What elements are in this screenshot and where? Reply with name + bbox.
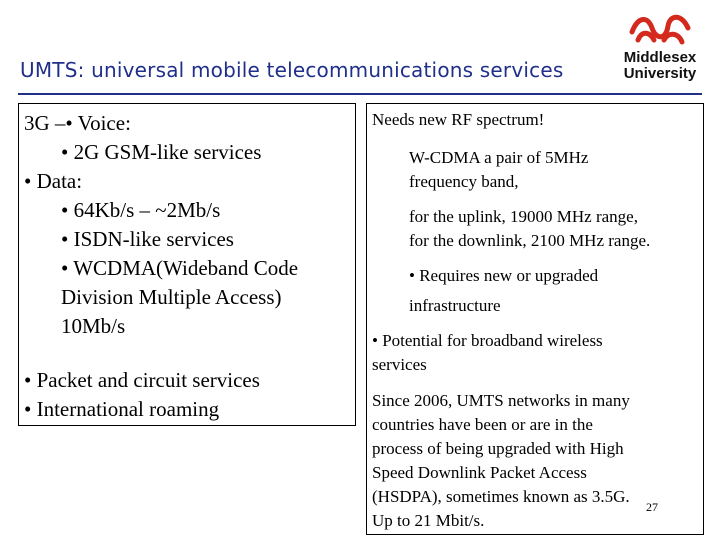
text-line: for the downlink, 2100 MHz range. <box>409 231 651 250</box>
text-line: 10Mb/s <box>61 314 126 338</box>
text-line: • Data: <box>24 169 83 193</box>
text-line: Division Multiple Access) <box>61 285 282 309</box>
text-line: countries have been or are in the <box>372 415 593 434</box>
text-line: services <box>372 355 427 374</box>
logo-line-2: University <box>623 65 697 82</box>
text-line: • WCDMA(Wideband Code <box>61 256 299 280</box>
text-line: • ISDN-like services <box>61 227 234 251</box>
text-line: W-CDMA a pair of 5MHz <box>409 148 589 167</box>
text-line: infrastructure <box>409 296 501 315</box>
text-line: • 2G GSM-like services <box>61 140 262 164</box>
text-line: frequency band, <box>409 172 519 191</box>
text-line: Up to 21 Mbit/s. <box>372 511 485 530</box>
text-line: process of being upgraded with High <box>372 439 624 458</box>
logo-line-1: Middlesex <box>623 49 697 66</box>
page-number: 27 <box>646 500 658 514</box>
text-line: Speed Downlink Packet Access <box>372 463 587 482</box>
left-content-box <box>18 103 356 426</box>
text-line: for the uplink, 19000 MHz range, <box>409 207 638 226</box>
text-line: (HSDPA), sometimes known as 3.5G. <box>372 487 630 506</box>
university-logo-mark-icon <box>628 10 692 50</box>
text-line: 3G –• Voice: <box>24 111 131 135</box>
title-underline <box>18 93 702 95</box>
text-line: • International roaming <box>24 397 220 421</box>
text-line: Since 2006, UMTS networks in many <box>372 391 630 410</box>
text-line: • 64Kb/s – ~2Mb/s <box>61 198 221 222</box>
text-line: • Packet and circuit services <box>24 368 260 392</box>
right-content-box <box>366 103 704 535</box>
text-line: Needs new RF spectrum! <box>372 110 545 129</box>
university-logo <box>614 10 706 92</box>
text-line: • Requires new or upgraded <box>409 266 599 285</box>
slide-title: UMTS: universal mobile telecommunications services <box>20 58 564 82</box>
text-line: • Potential for broadband wireless <box>372 331 603 350</box>
